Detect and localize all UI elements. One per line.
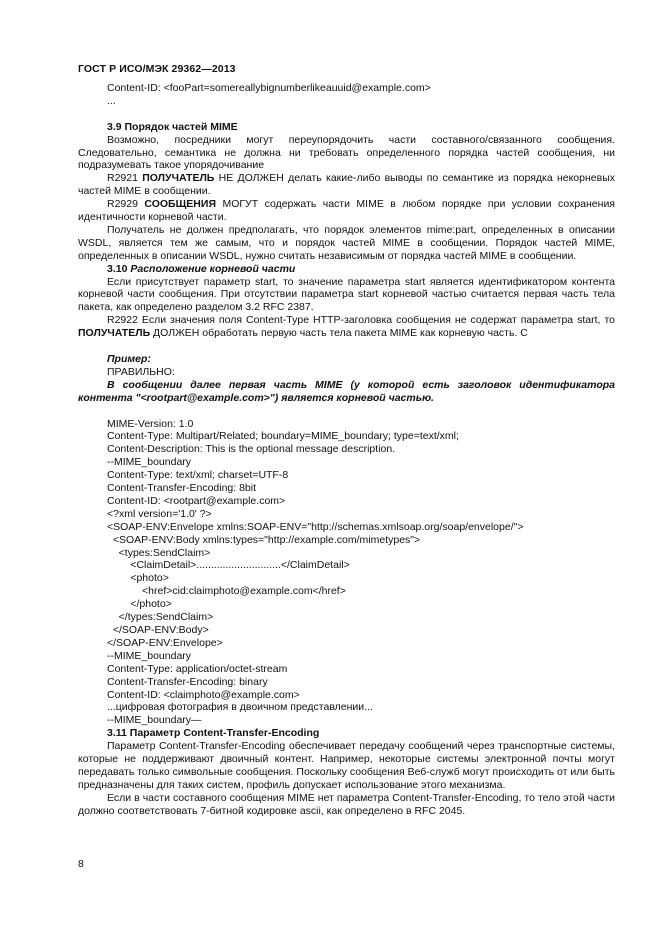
code-line: Content-Transfer-Encoding: binary	[107, 675, 268, 688]
r2929-text: МОГУТ содержать части MIME в любом порядке при условии сохранения идентичности корневой части.	[78, 198, 615, 224]
section-3-10-title: Расположение корневой части	[130, 262, 296, 275]
section-3-10-heading	[78, 263, 615, 276]
code-line: Content-Transfer-Encoding: 8bit	[107, 482, 257, 495]
requirement-r2921	[78, 172, 615, 198]
section-3-9-paragraph-1: Возможно, посредники могут переупорядочить части составного/связанного сообщения. Следовательно, семантика не должна ни требовать определенного порядка частей сообщения, ни подразумевать такое упорядочивание	[78, 133, 615, 172]
r2921-text: НЕ ДОЛЖЕН делать какие-либо выводы по семантике из порядка некорневых частей MIME в сообщении.	[78, 172, 615, 198]
code-line: --MIME_boundary	[107, 456, 192, 469]
example-label: Пример:	[107, 353, 151, 365]
r2922-post: ДОЛЖЕН обработать первую часть тела пакета MIME как корневую часть. С	[153, 327, 528, 340]
r2929-id: R2929	[107, 198, 138, 211]
code-line: Content-Description: This is the optional message description.	[107, 443, 396, 456]
code-line: Content-Type: Multipart/Related; boundary=MIME_boundary; type=text/xml;	[107, 430, 459, 443]
code-line: ...цифровая фотография в двоичном представлении...	[107, 701, 373, 714]
r2929-subject: СООБЩЕНИЯ	[144, 198, 216, 211]
code-line: Content-Type: text/xml; charset=UTF-8	[107, 469, 289, 482]
code-line: </photo>	[107, 598, 172, 611]
code-line: <SOAP-ENV:Envelope xmlns:SOAP-ENV="http://schemas.xmlsoap.org/soap/envelope/">	[107, 520, 524, 533]
example-code-block	[78, 418, 615, 728]
requirement-r2922	[78, 314, 615, 340]
example-correct: ПРАВИЛЬНО:	[107, 365, 175, 378]
r2921-subject: ПОЛУЧАТЕЛЬ	[142, 172, 215, 185]
document-header: ГОСТ Р ИСО/МЭК 29362—2013	[78, 63, 236, 75]
code-line: </SOAP-ENV:Body>	[107, 624, 209, 637]
code-line: </SOAP-ENV:Envelope>	[107, 636, 223, 649]
section-3-11-paragraph-2: Если в части составного сообщения MIME нет параметра Content-Transfer-Encoding, то тело этой части должно соответствовать 7-битной кодировке ascii, как определено в RFC 2045.	[78, 791, 615, 817]
code-line: --MIME_boundary	[107, 649, 192, 662]
section-3-10-paragraph-1: Если присутствует параметр start, то значение параметра start является идентификатором контента корневой части сообщения. При отсутствии параметра start корневой частью считается первая часть тела пакета, как определено разделом 3.2 RFC 2387.	[78, 275, 615, 314]
code-line: <?xml version='1.0' ?>	[107, 507, 212, 520]
section-3-11-heading: 3.11 Параметр Content-Transfer-Encoding	[107, 727, 320, 740]
code-line: --MIME_boundary—	[107, 714, 202, 727]
code-line: Content-Type: application/octet-stream	[107, 662, 288, 675]
page-number: 8	[78, 858, 84, 870]
code-line: <href>cid:claimphoto@example.com</href>	[107, 585, 346, 598]
section-3-9-heading: 3.9 Порядок частей MIME	[107, 120, 238, 133]
section-3-11-paragraph-1: Параметр Content-Transfer-Encoding обеспечивает передачу сообщений через транспортные системы, которые не поддерживают двоичный контент. Например, некоторые системы электронной почты могут передавать только символьные сообщения. Поскольку сообщения Веб-служб могут происходить от или быть предназначены для таких систем, профиль допускает использование этого механизма.	[78, 740, 615, 791]
section-3-10-number: 3.10	[107, 262, 128, 275]
r2922-subject: ПОЛУЧАТЕЛЬ	[78, 327, 151, 340]
code-line: Content-ID: <claimphoto@example.com>	[107, 688, 300, 701]
intro-ellipsis: ...	[107, 94, 116, 107]
requirement-r2929	[78, 198, 615, 224]
code-line: <SOAP-ENV:Body xmlns:types="http://example.com/mimetypes">	[107, 533, 421, 546]
page-content	[78, 82, 615, 818]
code-line: <ClaimDetail>.............................</ClaimDetail>	[107, 559, 350, 572]
r2922-pre: R2922 Если значения поля Content-Type HTTP-заголовка сообщения не содержат параметра start, то	[107, 314, 615, 327]
code-line: <photo>	[107, 572, 169, 585]
code-line: MIME-Version: 1.0	[107, 417, 194, 430]
r2921-id: R2921	[107, 172, 138, 185]
code-line: Content-ID: <rootpart@example.com>	[107, 494, 286, 507]
section-3-9-paragraph-2: Получатель не должен предполагать, что порядок элементов mime:part, определенных в описании WSDL, является тем же самым, что и порядок частей MIME в сообщении. Порядок частей MIME, определенных в описании WSDL, нужно считать независимым от порядка частей MIME в сообщении.	[78, 223, 615, 262]
code-line: </types:SendClaim>	[107, 611, 214, 624]
intro-content-id: Content-ID: <fooPart=somereallybignumberlikeauuid@example.com>	[107, 82, 431, 94]
example-description: В сообщении далее первая часть MIME (у которой есть заголовок идентификатора контента "<rootpart@example.com>") является корневой частью.	[78, 378, 615, 404]
code-line: <types:SendClaim>	[107, 546, 211, 559]
